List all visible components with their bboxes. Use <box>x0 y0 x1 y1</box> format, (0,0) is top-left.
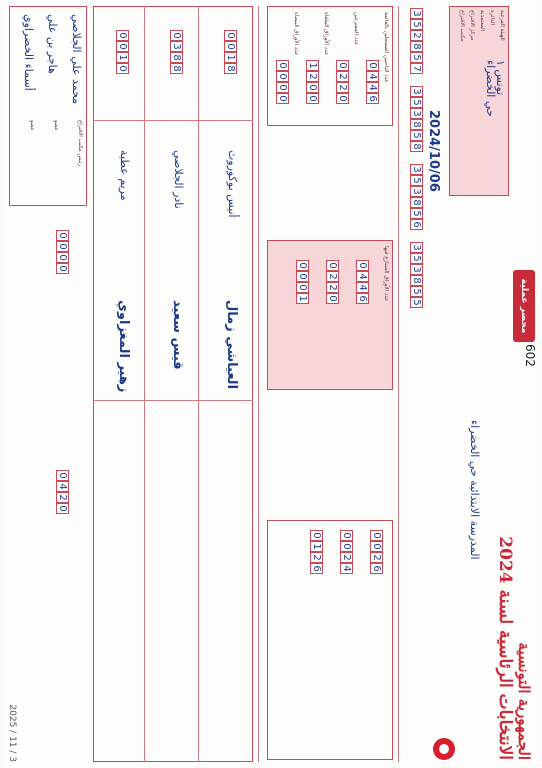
signature-label-2: عضو <box>53 120 59 131</box>
office-code-1 <box>410 8 423 74</box>
divider <box>258 6 259 762</box>
right-digits-2 <box>340 530 353 574</box>
digit: 8 <box>410 141 423 152</box>
digit: 4 <box>366 71 379 82</box>
digit: 8 <box>410 275 423 286</box>
digit: 0 <box>56 263 69 274</box>
digit: 0 <box>116 30 129 41</box>
republic-title: الجمهورية التونسية <box>515 642 533 760</box>
digit: 3 <box>410 264 423 275</box>
form-title: محضر عملية الفرز <box>513 270 535 342</box>
digit: 2 <box>340 552 353 563</box>
observer-3: مريم عطية <box>118 150 131 201</box>
digit: 4 <box>356 271 369 282</box>
digit: 0 <box>306 93 319 104</box>
date-stamp: 2025 / 11 / 3 <box>7 704 17 762</box>
digit: 0 <box>56 252 69 263</box>
voters-digits <box>336 60 349 104</box>
digit: 5 <box>410 286 423 297</box>
digit: 6 <box>370 563 383 574</box>
signature-name-1: محمد علي الجلاصي <box>70 14 83 105</box>
observer-2: نادر الجلاصي <box>172 150 185 209</box>
digit: 5 <box>410 97 423 108</box>
digit: 0 <box>276 71 289 82</box>
digit: 5 <box>410 52 423 63</box>
digit: 0 <box>276 82 289 93</box>
digit: 0 <box>370 541 383 552</box>
digit: 3 <box>410 108 423 119</box>
digit: 4 <box>356 282 369 293</box>
digit: 0 <box>224 41 237 52</box>
digit: 1 <box>306 60 319 71</box>
divider <box>398 6 399 762</box>
location-value-2: حي الخضراء <box>484 60 497 117</box>
digit: 0 <box>56 503 69 514</box>
digit: 0 <box>296 260 309 271</box>
digit: 5 <box>410 208 423 219</box>
location-label-3: المعتمدية <box>479 10 485 32</box>
digit: 0 <box>56 470 69 481</box>
digit: 7 <box>410 63 423 74</box>
digit: 6 <box>410 219 423 230</box>
right-digits-3 <box>310 530 323 574</box>
digit: 0 <box>276 93 289 104</box>
vote-count-form <box>3 0 539 768</box>
digit: 0 <box>296 271 309 282</box>
candidate-name-2: قيس سعيد <box>170 300 185 370</box>
center-name: المدرسة الابتدائية حي الخضراء <box>468 420 481 560</box>
digit: 8 <box>410 119 423 130</box>
location-label-2: الدائرة <box>489 10 495 26</box>
digit: 1 <box>310 541 323 552</box>
digit: 2 <box>336 82 349 93</box>
digit: 2 <box>310 552 323 563</box>
digit: 0 <box>224 30 237 41</box>
digit: 6 <box>366 93 379 104</box>
signature-name-2: هاجر بن علي <box>46 14 59 74</box>
digit: 0 <box>340 541 353 552</box>
digit: 1 <box>224 52 237 63</box>
page-number: 602 <box>523 344 537 367</box>
row-label-2: عدد المقترعين <box>353 12 359 46</box>
location-label-5: مكتب الاقتراع <box>459 10 465 42</box>
tunisia-flag-icon <box>433 738 455 760</box>
digit: 3 <box>410 186 423 197</box>
col-divider <box>93 120 253 121</box>
digit: 0 <box>356 260 369 271</box>
location-label-1: الهيئة الفرعية <box>499 10 505 41</box>
ballots-digits <box>306 60 319 104</box>
digit: 8 <box>170 52 183 63</box>
digit: 0 <box>370 530 383 541</box>
candidate-votes-1 <box>224 30 237 74</box>
digit: 0 <box>326 293 339 304</box>
digit: 0 <box>296 282 309 293</box>
digit: 5 <box>410 19 423 30</box>
candidate-votes-3 <box>116 30 129 74</box>
office-code-4 <box>410 242 423 308</box>
location-value-1: تونس ١ <box>494 60 507 96</box>
digit: 0 <box>340 530 353 541</box>
row-label-3: عدد الأوراق الملغاة <box>323 12 329 56</box>
registered-digits <box>366 60 379 104</box>
row-label-4: عدد الأوراق البيضاء <box>293 12 299 56</box>
signature-name-3: أسماء الخضراوي <box>22 14 35 91</box>
row-divider <box>144 6 145 762</box>
digit: 3 <box>410 242 423 253</box>
digit: 5 <box>410 297 423 308</box>
right-digits-1 <box>370 530 383 574</box>
digit: 2 <box>326 271 339 282</box>
footer-digits <box>56 470 69 514</box>
digit: 0 <box>366 60 379 71</box>
signature-label-1: رئيس مكتب الاقتراع <box>77 120 83 167</box>
digit: 0 <box>56 241 69 252</box>
digit: 3 <box>410 164 423 175</box>
digit: 0 <box>116 63 129 74</box>
candidate-votes-2 <box>170 30 183 74</box>
office-code-3 <box>410 164 423 230</box>
observer-1: أنيس بوكوروث <box>226 150 239 218</box>
candidate-name-3: زهير المغزاوي <box>116 300 131 393</box>
digit: 5 <box>410 175 423 186</box>
observer-digits <box>56 230 69 274</box>
digit: 0 <box>276 60 289 71</box>
digit: 2 <box>306 71 319 82</box>
digit: 4 <box>56 481 69 492</box>
row-divider <box>198 6 199 762</box>
digit: 2 <box>326 282 339 293</box>
election-title: الانتخابات الرئاسية لسنة 2024 <box>495 536 515 760</box>
signature-label-3: عضو <box>29 120 35 131</box>
digit: 0 <box>116 41 129 52</box>
digit: 8 <box>170 63 183 74</box>
digit: 3 <box>410 86 423 97</box>
digit: 6 <box>310 563 323 574</box>
digit: 5 <box>410 253 423 264</box>
digit: 1 <box>116 52 129 63</box>
digit: 3 <box>410 8 423 19</box>
mid-digits-3 <box>296 260 309 304</box>
row-label-5: عدد الأوراق المتنازع فيها <box>383 246 389 302</box>
digit: 2 <box>56 492 69 503</box>
digit: 8 <box>224 63 237 74</box>
form-header <box>495 430 533 760</box>
digit: 0 <box>170 30 183 41</box>
digit: 2 <box>410 30 423 41</box>
digit: 0 <box>326 260 339 271</box>
office-code-2 <box>410 86 423 152</box>
col-divider <box>93 400 253 401</box>
digit: 1 <box>296 293 309 304</box>
digit: 2 <box>370 552 383 563</box>
digit: 3 <box>170 41 183 52</box>
digit: 6 <box>356 293 369 304</box>
digit: 8 <box>410 41 423 52</box>
candidate-name-1: العياشي زمال <box>224 300 239 390</box>
mid-digits-1 <box>356 260 369 304</box>
mid-digits-2 <box>326 260 339 304</box>
digit: 4 <box>366 82 379 93</box>
digit: 0 <box>310 530 323 541</box>
digit: 0 <box>336 93 349 104</box>
digit: 0 <box>56 230 69 241</box>
digit: 8 <box>410 197 423 208</box>
date-value: 2024/10/06 <box>426 110 441 192</box>
row-label-1: عدد الناخبين المسجلين بالقائمة <box>383 12 389 83</box>
blank-digits <box>276 60 289 104</box>
digit: 4 <box>340 563 353 574</box>
digit: 5 <box>410 130 423 141</box>
digit: 0 <box>306 82 319 93</box>
digit: 2 <box>336 71 349 82</box>
location-label-4: مركز الاقتراع <box>469 10 475 41</box>
digit: 0 <box>336 60 349 71</box>
